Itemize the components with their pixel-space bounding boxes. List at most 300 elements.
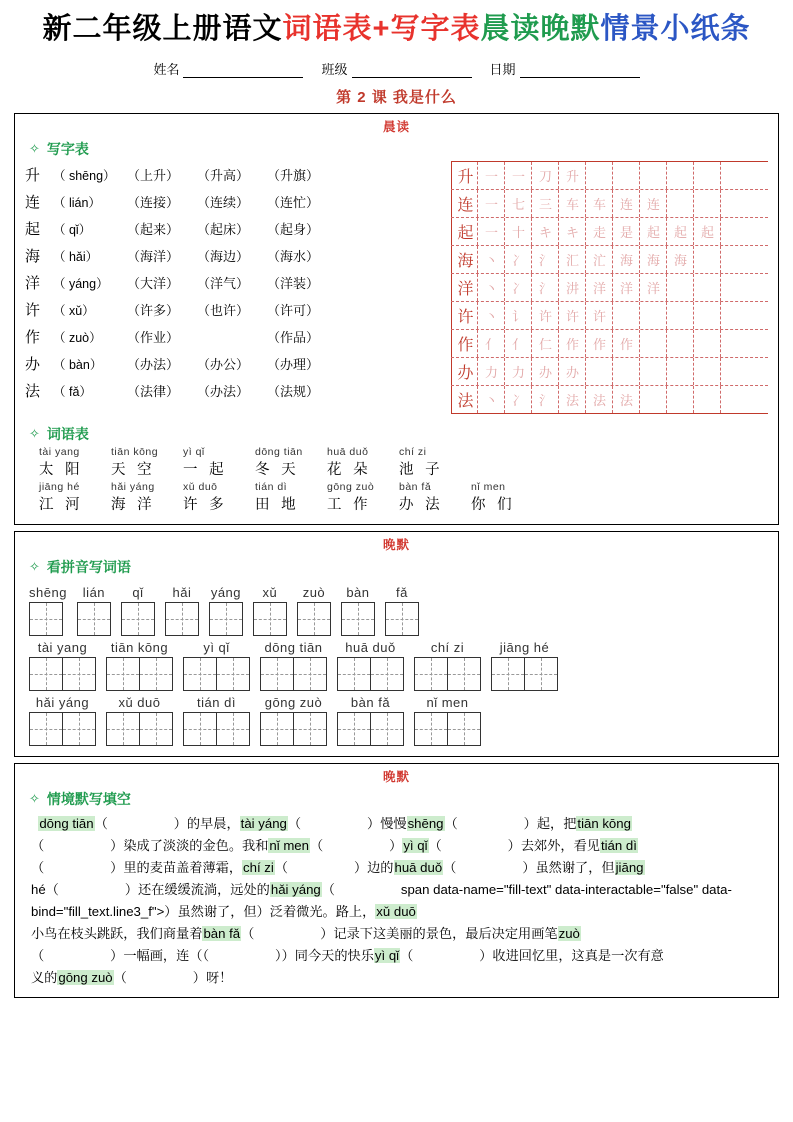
name-blank[interactable] bbox=[183, 64, 303, 78]
tian-box-row[interactable] bbox=[385, 602, 419, 636]
dictation-pinyin: hǎi yáng bbox=[35, 695, 90, 710]
stroke-cell[interactable] bbox=[505, 302, 532, 329]
stroke-cell[interactable] bbox=[505, 274, 532, 301]
tian-box[interactable] bbox=[297, 602, 331, 636]
fill-text: ）的早晨， bbox=[173, 816, 240, 831]
stroke-cell[interactable] bbox=[694, 190, 721, 217]
tian-box-row[interactable] bbox=[77, 602, 111, 636]
stroke-cell[interactable] bbox=[613, 246, 640, 273]
stroke-cell[interactable] bbox=[694, 162, 721, 189]
section-kanpinyin-label: 看拼音写词语 bbox=[46, 559, 131, 575]
tian-box-row[interactable] bbox=[183, 657, 250, 691]
section-kanpinyin bbox=[29, 557, 778, 577]
stroke-glyph: 起 bbox=[673, 225, 687, 240]
stroke-practice-row[interactable] bbox=[451, 302, 768, 330]
stroke-cell[interactable] bbox=[532, 302, 559, 329]
tian-box[interactable] bbox=[414, 657, 448, 691]
stroke-glyph: 车 bbox=[592, 197, 606, 212]
tian-box-row[interactable] bbox=[337, 712, 404, 746]
stroke-cell[interactable] bbox=[640, 330, 667, 357]
fill-line[interactable]: 义的gōng zuò（ ）呀！ bbox=[31, 970, 233, 985]
vocabulary-pinyin: huā duǒ bbox=[327, 446, 369, 458]
vocabulary-row bbox=[39, 481, 768, 514]
vocabulary-hanzi: 许 多 bbox=[183, 497, 228, 513]
dictation-group[interactable] bbox=[260, 640, 327, 691]
tian-box[interactable] bbox=[260, 657, 294, 691]
tian-box[interactable] bbox=[337, 712, 371, 746]
stroke-cell[interactable] bbox=[478, 190, 505, 217]
tian-box[interactable] bbox=[341, 602, 375, 636]
stroke-cell[interactable] bbox=[613, 190, 640, 217]
tian-box[interactable] bbox=[447, 657, 481, 691]
tian-box-row[interactable] bbox=[260, 712, 327, 746]
stroke-cell[interactable] bbox=[667, 162, 694, 189]
tian-box[interactable] bbox=[106, 657, 140, 691]
stroke-cell[interactable] bbox=[586, 330, 613, 357]
dictation-group[interactable] bbox=[183, 695, 250, 746]
stroke-practice-row[interactable] bbox=[451, 274, 768, 302]
tian-box[interactable] bbox=[293, 657, 327, 691]
tian-box[interactable] bbox=[29, 602, 63, 636]
character-word: （作业） bbox=[127, 330, 180, 345]
highlight-pinyin: tiān kōng bbox=[577, 816, 631, 831]
tian-box[interactable] bbox=[62, 712, 96, 746]
character-pinyin: （ xǔ） bbox=[53, 303, 95, 318]
vocabulary-pinyin: tián dì bbox=[255, 481, 288, 493]
stroke-cell[interactable] bbox=[532, 386, 559, 413]
stroke-cell[interactable] bbox=[586, 358, 613, 385]
dictation-pinyin: tián dì bbox=[197, 695, 236, 710]
panel-context-fill bbox=[14, 763, 779, 998]
vocabulary-item bbox=[255, 446, 327, 479]
fill-line[interactable]: dōng tiān（ ）的早晨，tài yáng（ ）慢慢shēng（ ）起，把tiān kōng bbox=[39, 816, 631, 831]
diamond-icon: ✧ bbox=[29, 791, 40, 806]
dictation-group[interactable] bbox=[106, 695, 173, 746]
stroke-cell[interactable] bbox=[478, 330, 505, 357]
tian-box-row[interactable] bbox=[29, 657, 96, 691]
dictation-row[interactable] bbox=[29, 585, 764, 636]
stroke-glyph: 一 bbox=[484, 197, 498, 212]
character-word: （也许） bbox=[197, 303, 250, 318]
stroke-cell[interactable] bbox=[505, 162, 532, 189]
stroke-cell[interactable] bbox=[694, 218, 721, 245]
vocabulary-item bbox=[327, 481, 399, 514]
class-blank[interactable] bbox=[352, 64, 472, 78]
tian-box[interactable] bbox=[106, 712, 140, 746]
tian-box[interactable] bbox=[29, 657, 63, 691]
tian-box-row[interactable] bbox=[253, 602, 287, 636]
stroke-glyph: 起 bbox=[646, 225, 660, 240]
character-word: （海洋） bbox=[127, 249, 180, 264]
stroke-cell[interactable] bbox=[451, 330, 478, 357]
class-field[interactable] bbox=[321, 59, 471, 78]
stroke-cell[interactable] bbox=[640, 358, 667, 385]
stroke-cell[interactable] bbox=[559, 330, 586, 357]
fill-line[interactable]: 小鸟在枝头跳跃，我们商量着bàn fǎ（ ）记录下这美丽的景色，最后决定用画笔zuò bbox=[31, 926, 580, 941]
character-glyph: 海 bbox=[25, 249, 41, 265]
stroke-practice-row[interactable] bbox=[451, 218, 768, 246]
stroke-cell[interactable] bbox=[694, 302, 721, 329]
stroke-cell[interactable] bbox=[613, 274, 640, 301]
stroke-cell[interactable] bbox=[505, 218, 532, 245]
stroke-cell[interactable] bbox=[451, 358, 478, 385]
tian-box-row[interactable] bbox=[297, 602, 331, 636]
section-xiezibiao bbox=[29, 139, 778, 159]
stroke-cell[interactable] bbox=[451, 246, 478, 273]
vocabulary-item bbox=[111, 481, 183, 514]
panel-morning-reading bbox=[14, 113, 779, 525]
stroke-glyph: 丶 bbox=[484, 281, 498, 296]
stroke-glyph: 连 bbox=[457, 197, 474, 214]
stroke-cell[interactable] bbox=[532, 162, 559, 189]
stroke-glyph: 一 bbox=[484, 169, 498, 184]
stroke-cell[interactable] bbox=[559, 358, 586, 385]
stroke-cell[interactable] bbox=[451, 386, 478, 413]
section-ciyubiao bbox=[29, 424, 778, 444]
date-field[interactable] bbox=[490, 59, 640, 78]
tian-box-row[interactable] bbox=[106, 712, 173, 746]
tian-box-row[interactable] bbox=[121, 602, 155, 636]
fill-in-paragraph[interactable] bbox=[15, 811, 778, 997]
stroke-glyph: 起 bbox=[700, 225, 714, 240]
dictation-group[interactable] bbox=[209, 585, 243, 636]
stroke-glyph: 许 bbox=[565, 309, 579, 324]
stroke-cell[interactable] bbox=[667, 302, 694, 329]
stroke-glyph: 海 bbox=[457, 253, 474, 270]
stroke-cell[interactable] bbox=[451, 190, 478, 217]
stroke-cell[interactable] bbox=[532, 330, 559, 357]
tian-box[interactable] bbox=[77, 602, 111, 636]
stroke-glyph: 洋 bbox=[646, 281, 660, 296]
stroke-cell[interactable] bbox=[667, 190, 694, 217]
highlight-pinyin: chí zi bbox=[243, 860, 274, 875]
stroke-practice-row[interactable] bbox=[451, 161, 768, 190]
character-word: （升高） bbox=[197, 168, 250, 183]
dictation-group[interactable] bbox=[77, 585, 111, 636]
vocabulary-hanzi: 池 子 bbox=[399, 462, 444, 478]
dictation-pinyin: hǎi bbox=[172, 585, 192, 600]
stroke-cell[interactable] bbox=[694, 246, 721, 273]
stroke-cell[interactable] bbox=[478, 358, 505, 385]
date-blank[interactable] bbox=[520, 64, 640, 78]
stroke-cell[interactable] bbox=[667, 386, 694, 413]
vocabulary-item bbox=[471, 481, 543, 514]
dictation-group[interactable] bbox=[106, 640, 173, 691]
tian-box[interactable] bbox=[524, 657, 558, 691]
stroke-cell[interactable] bbox=[640, 302, 667, 329]
stroke-cell[interactable] bbox=[559, 302, 586, 329]
highlight-pinyin: shēng bbox=[407, 816, 444, 831]
stroke-cell[interactable] bbox=[532, 358, 559, 385]
tian-box[interactable] bbox=[491, 657, 525, 691]
dictation-pinyin: fǎ bbox=[396, 585, 408, 600]
character-glyph: 洋 bbox=[25, 276, 41, 292]
stroke-cell[interactable] bbox=[613, 330, 640, 357]
dictation-row[interactable] bbox=[29, 695, 764, 746]
stroke-practice-row[interactable] bbox=[451, 386, 768, 414]
tian-box[interactable] bbox=[183, 657, 217, 691]
character-pinyin: （ zuò） bbox=[53, 330, 102, 345]
stroke-cell[interactable] bbox=[505, 190, 532, 217]
stroke-cell[interactable] bbox=[478, 302, 505, 329]
character-glyph: 许 bbox=[25, 303, 41, 319]
dictation-pinyin: jiāng hé bbox=[499, 640, 550, 655]
stroke-cell[interactable] bbox=[478, 246, 505, 273]
dictation-pinyin: chí zi bbox=[430, 640, 465, 655]
tian-box[interactable] bbox=[165, 602, 199, 636]
stroke-cell[interactable] bbox=[478, 274, 505, 301]
stroke-glyph: 一 bbox=[511, 169, 525, 184]
dictation-pinyin: qǐ bbox=[132, 585, 144, 600]
stroke-glyph: 丶 bbox=[484, 309, 498, 324]
stroke-cell[interactable] bbox=[586, 246, 613, 273]
tian-box[interactable] bbox=[337, 657, 371, 691]
tian-box-row[interactable] bbox=[414, 657, 481, 691]
stroke-cell[interactable] bbox=[505, 386, 532, 413]
character-row bbox=[25, 215, 445, 242]
tian-box-row[interactable] bbox=[414, 712, 481, 746]
stroke-cell[interactable] bbox=[559, 190, 586, 217]
stroke-cell[interactable] bbox=[586, 218, 613, 245]
dictation-group[interactable] bbox=[121, 585, 155, 636]
dictation-group[interactable] bbox=[29, 640, 96, 691]
tian-box[interactable] bbox=[121, 602, 155, 636]
stroke-glyph: 连 bbox=[646, 197, 660, 212]
tian-box-row[interactable] bbox=[341, 602, 375, 636]
stroke-cell[interactable] bbox=[586, 274, 613, 301]
stroke-glyph: 作 bbox=[592, 337, 606, 352]
stroke-glyph: キ bbox=[538, 225, 552, 240]
tian-box[interactable] bbox=[260, 712, 294, 746]
name-label: 姓名 bbox=[153, 62, 180, 77]
section-xiezibiao-label: 写字表 bbox=[46, 141, 89, 157]
vocabulary-item bbox=[39, 446, 111, 479]
stroke-practice-row[interactable] bbox=[451, 190, 768, 218]
stroke-glyph: 氵 bbox=[538, 281, 552, 296]
stroke-cell[interactable] bbox=[478, 218, 505, 245]
stroke-cell[interactable] bbox=[613, 162, 640, 189]
stroke-cell[interactable] bbox=[640, 274, 667, 301]
tian-box[interactable] bbox=[370, 712, 404, 746]
tian-box[interactable] bbox=[183, 712, 217, 746]
stroke-cell[interactable] bbox=[667, 246, 694, 273]
tian-box[interactable] bbox=[216, 657, 250, 691]
dictation-group[interactable] bbox=[165, 585, 199, 636]
stroke-cell[interactable] bbox=[559, 162, 586, 189]
tian-box[interactable] bbox=[253, 602, 287, 636]
stroke-cell[interactable] bbox=[586, 386, 613, 413]
stroke-glyph: 洋 bbox=[619, 281, 633, 296]
highlight-pinyin: gōng zuò bbox=[58, 970, 113, 985]
vocabulary-pinyin: chí zi bbox=[399, 446, 427, 458]
dictation-group[interactable] bbox=[260, 695, 327, 746]
stroke-cell[interactable] bbox=[505, 358, 532, 385]
vocabulary-hanzi: 太 阳 bbox=[39, 462, 84, 478]
stroke-glyph: 法 bbox=[565, 393, 579, 408]
stroke-glyph: 力 bbox=[484, 365, 498, 380]
practice-grid[interactable] bbox=[445, 161, 768, 414]
tian-box-row[interactable] bbox=[29, 602, 67, 636]
tian-box[interactable] bbox=[216, 712, 250, 746]
dictation-group[interactable] bbox=[414, 640, 481, 691]
tian-box-row[interactable] bbox=[106, 657, 173, 691]
tian-box[interactable] bbox=[139, 657, 173, 691]
fill-text: ）去郊外，看见 bbox=[507, 838, 600, 853]
tian-box[interactable] bbox=[370, 657, 404, 691]
vocabulary-hanzi: 你 们 bbox=[471, 497, 516, 513]
stroke-glyph: 作 bbox=[457, 337, 474, 354]
stroke-cell[interactable] bbox=[451, 274, 478, 301]
stroke-practice-row[interactable] bbox=[451, 358, 768, 386]
tian-box[interactable] bbox=[139, 712, 173, 746]
dictation-group[interactable] bbox=[341, 585, 375, 636]
stroke-cell[interactable] bbox=[478, 386, 505, 413]
stroke-glyph: 丶 bbox=[484, 253, 498, 268]
tian-box[interactable] bbox=[447, 712, 481, 746]
dictation-group[interactable] bbox=[385, 585, 419, 636]
stroke-cell[interactable] bbox=[640, 246, 667, 273]
tian-box-row[interactable] bbox=[29, 712, 96, 746]
stroke-glyph: 许 bbox=[592, 309, 606, 324]
tian-box-row[interactable] bbox=[165, 602, 199, 636]
dictation-pinyin: xǔ duō bbox=[118, 695, 161, 710]
stroke-glyph: 是 bbox=[619, 225, 633, 240]
page-title bbox=[0, 0, 793, 49]
tian-box[interactable] bbox=[209, 602, 243, 636]
dictation-area[interactable] bbox=[15, 579, 778, 756]
stroke-practice-row[interactable] bbox=[451, 246, 768, 274]
name-field[interactable] bbox=[153, 59, 303, 78]
stroke-cell[interactable] bbox=[532, 190, 559, 217]
stroke-cell[interactable] bbox=[451, 218, 478, 245]
stroke-cell[interactable] bbox=[451, 302, 478, 329]
fill-line[interactable]: （ ）染成了淡淡的金色。我和nǐ men（ ）yì qǐ（ ）去郊外，看见tián dì bbox=[31, 838, 637, 853]
vocabulary-item bbox=[39, 481, 111, 514]
highlight-pinyin: huā duǒ bbox=[394, 860, 443, 875]
stroke-cell[interactable] bbox=[559, 274, 586, 301]
stroke-cell[interactable] bbox=[694, 274, 721, 301]
stroke-glyph: 冫 bbox=[511, 281, 525, 296]
vocabulary-pinyin: gōng zuò bbox=[327, 481, 375, 493]
fill-line[interactable]: hé（ ）还在缓缓流淌，远处的hǎi yáng（ span data-name="fill-text" data-interactable="false" data-bind="fill_text.line3_f">）虽然谢了，但）泛着微光。路上，xǔ duō bbox=[31, 882, 732, 919]
stroke-glyph: 汫 bbox=[565, 281, 579, 296]
dictation-group[interactable] bbox=[337, 640, 404, 691]
stroke-cell[interactable] bbox=[532, 274, 559, 301]
dictation-group[interactable] bbox=[297, 585, 331, 636]
stroke-cell[interactable] bbox=[667, 358, 694, 385]
vocabulary-hanzi: 江 河 bbox=[39, 497, 84, 513]
stroke-cell[interactable] bbox=[667, 274, 694, 301]
stroke-practice-row[interactable] bbox=[451, 330, 768, 358]
stroke-cell[interactable] bbox=[532, 246, 559, 273]
tian-box-row[interactable] bbox=[337, 657, 404, 691]
dictation-group[interactable] bbox=[414, 695, 481, 746]
stroke-cell[interactable] bbox=[667, 218, 694, 245]
stroke-cell[interactable] bbox=[640, 218, 667, 245]
dictation-group[interactable] bbox=[253, 585, 287, 636]
stroke-glyph: 丶 bbox=[484, 393, 498, 408]
stroke-cell[interactable] bbox=[640, 190, 667, 217]
stroke-glyph: 升 bbox=[457, 169, 474, 186]
tian-box[interactable] bbox=[62, 657, 96, 691]
dictation-group[interactable] bbox=[491, 640, 558, 691]
vocabulary-row bbox=[39, 446, 768, 479]
stroke-cell[interactable] bbox=[559, 246, 586, 273]
stroke-cell[interactable] bbox=[478, 162, 505, 189]
tian-box[interactable] bbox=[29, 712, 63, 746]
stroke-cell[interactable] bbox=[505, 330, 532, 357]
vocabulary-pinyin: bàn fǎ bbox=[399, 481, 432, 493]
stroke-cell[interactable] bbox=[640, 162, 667, 189]
stroke-cell[interactable] bbox=[586, 302, 613, 329]
title-part-green: 晨读晚默 bbox=[480, 13, 601, 45]
stroke-cell[interactable] bbox=[559, 218, 586, 245]
character-pinyin: （ lián） bbox=[53, 195, 101, 210]
fill-text: ）一幅画，连（ bbox=[110, 948, 203, 963]
character-table bbox=[15, 161, 778, 420]
stroke-cell[interactable] bbox=[586, 190, 613, 217]
fill-text: ）记录下这美丽的景色，最后决定用画笔 bbox=[320, 926, 558, 941]
stroke-glyph: 讠 bbox=[511, 309, 525, 324]
dictation-pinyin: lián bbox=[82, 585, 106, 600]
stroke-cell[interactable] bbox=[613, 218, 640, 245]
stroke-cell[interactable] bbox=[694, 358, 721, 385]
stroke-cell[interactable] bbox=[613, 302, 640, 329]
tian-box-row[interactable] bbox=[209, 602, 243, 636]
stroke-cell[interactable] bbox=[532, 218, 559, 245]
stroke-glyph: キ bbox=[565, 225, 579, 240]
stroke-cell[interactable] bbox=[667, 330, 694, 357]
vocabulary-item bbox=[255, 481, 327, 514]
stroke-glyph: 冫 bbox=[511, 253, 525, 268]
highlight-pinyin: tài yáng bbox=[240, 816, 287, 831]
tian-box-row[interactable] bbox=[491, 657, 558, 691]
stroke-glyph: 力 bbox=[511, 365, 525, 380]
stroke-glyph: 氵 bbox=[538, 393, 552, 408]
stroke-cell[interactable] bbox=[613, 358, 640, 385]
character-word: （作品） bbox=[267, 330, 320, 345]
stroke-cell[interactable] bbox=[586, 162, 613, 189]
tian-box[interactable] bbox=[385, 602, 419, 636]
stroke-glyph: 法 bbox=[457, 393, 474, 410]
stroke-cell[interactable] bbox=[613, 386, 640, 413]
tian-box[interactable] bbox=[293, 712, 327, 746]
dictation-group[interactable] bbox=[29, 695, 96, 746]
dictation-group[interactable] bbox=[183, 640, 250, 691]
panel-label-evening-1: 晚默 bbox=[382, 538, 410, 552]
stroke-cell[interactable] bbox=[451, 162, 478, 189]
lesson-title: 第 2 课 我是什么 bbox=[336, 89, 457, 106]
dictation-group[interactable] bbox=[29, 585, 67, 636]
fill-line[interactable]: （ ）一幅画，连（（ ））同今天的快乐yì qǐ（ ）收进回忆里，这真是一次有意 bbox=[31, 948, 664, 963]
stroke-cell[interactable] bbox=[640, 386, 667, 413]
dictation-row[interactable] bbox=[29, 640, 764, 691]
stroke-cell[interactable] bbox=[694, 330, 721, 357]
tian-box-row[interactable] bbox=[183, 712, 250, 746]
fill-text: hé bbox=[31, 882, 46, 897]
stroke-cell[interactable] bbox=[505, 246, 532, 273]
vocabulary-hanzi: 海 洋 bbox=[111, 497, 156, 513]
fill-line[interactable]: （ ）里的麦苗盖着薄霜，chí zi（ ）边的huā duǒ（ ）虽然谢了，但jiāng bbox=[31, 860, 644, 875]
fill-text: ）染成了淡淡的金色。我和 bbox=[110, 838, 269, 853]
character-word: （起来） bbox=[127, 222, 180, 237]
dictation-group[interactable] bbox=[337, 695, 404, 746]
tian-box-row[interactable] bbox=[260, 657, 327, 691]
stroke-cell[interactable] bbox=[559, 386, 586, 413]
stroke-cell[interactable] bbox=[694, 386, 721, 413]
tian-box[interactable] bbox=[414, 712, 448, 746]
character-pinyin: （ shēng） bbox=[53, 168, 116, 183]
